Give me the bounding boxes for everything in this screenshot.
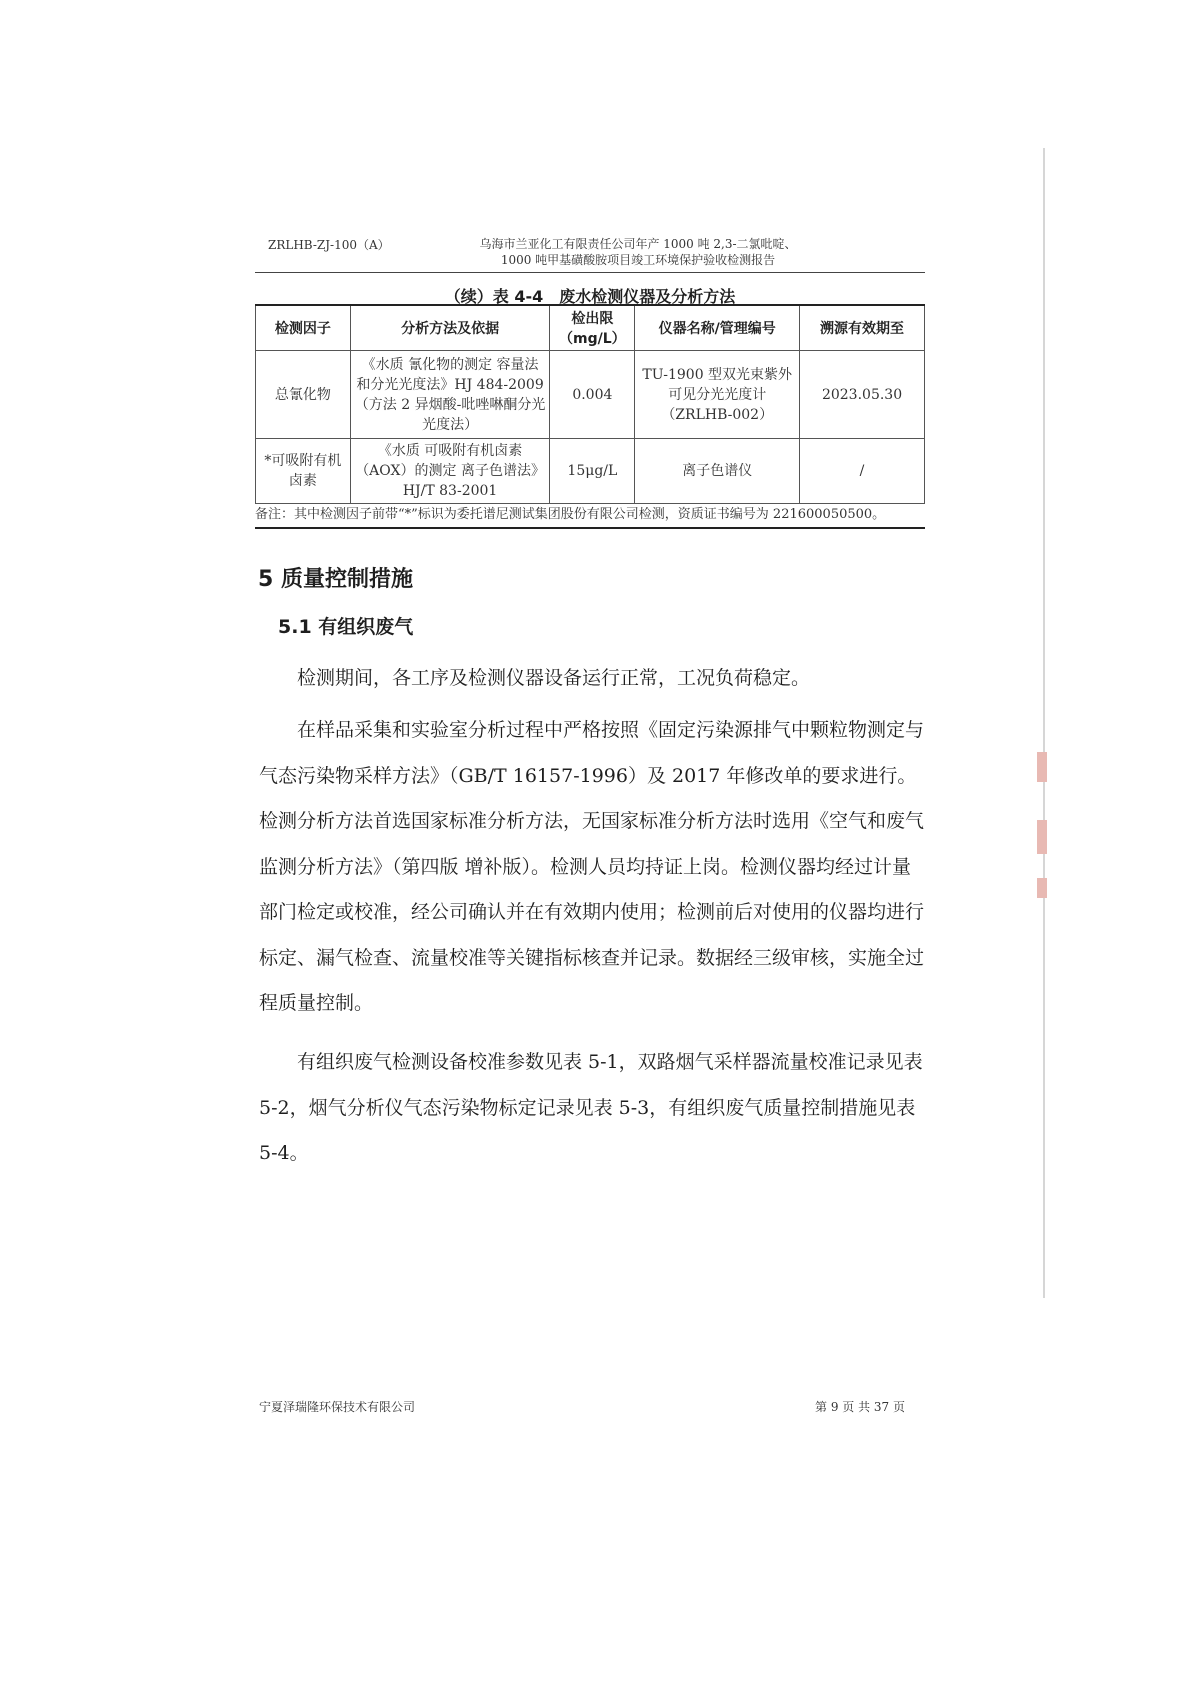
cell-limit: 0.004 [550,351,635,439]
cell-factor: *可吸附有机卤素 [256,439,351,504]
table-row [256,439,925,504]
cell-limit: 15μg/L [550,439,635,504]
stamp-fragment-2 [1037,820,1047,854]
col-header-instrument: 仪器名称/管理编号 [635,305,800,351]
doc-code: ZRLHB-ZJ-100（A） [268,238,390,252]
section-title: 5 质量控制措施 [258,567,413,592]
table-row [256,351,925,439]
footer-page-info: 第 9 页 共 37 页 [815,1400,905,1414]
table-header-row [256,305,925,351]
col-header-valid-until: 溯源有效期至 [800,305,925,351]
stamp-fragment-1 [1037,752,1047,782]
body-paragraph: 在样品采集和实验室分析过程中严格按照《固定污染源排气中颗粒物测定与气态污染物采样方法》（GB/T 16157-1996）及 2017 年修改单的要求进行。检测分析方法首选国家标准分析方法，无国家标准分析方法时选用《空气和废气监测分析方法》（第四版 增补版）。检测人员均持证上岗。检测仪器均经过计量部门检定或校准，经公司确认并在有效期内使用；检测前后对使用的仪器均进行标定、漏气检查、流量校准等关键指标核查并记录。数据经三级审核，实施全过程质量控制。 [259,719,925,1014]
header-title [458,236,818,268]
cell-instrument: 离子色谱仪 [635,439,800,504]
footer-company: 宁夏泽瑞隆环保技术有限公司 [259,1400,416,1414]
body-paragraph: 有组织废气检测设备校准参数见表 5-1，双路烟气采样器流量校准记录见表 5-2，烟气分析仪气态污染物标定记录见表 5-3，有组织废气质量控制措施见表 5-4。 [259,1051,923,1164]
col-header-limit: 检出限（mg/L） [550,305,635,351]
table-caption: （续）表 4-4 废水检测仪器及分析方法 [444,287,736,306]
cell-valid-until: 2023.05.30 [800,351,925,439]
cell-method: 《水质 氰化物的测定 容量法和分光光度法》HJ 484-2009（方法 2 异烟酸-吡唑啉酮分光光度法） [350,351,550,439]
header-title-line2: 1000 吨甲基磺酸胺项目竣工环境保护验收检测报告 [500,253,776,267]
body-paragraph: 检测期间，各工序及检测仪器设备运行正常，工况负荷稳定。 [297,667,811,689]
col-header-factor: 检测因子 [256,305,351,351]
cell-method: 《水质 可吸附有机卤素（AOX）的测定 离子色谱法》HJ/T 83-2001 [350,439,550,504]
cell-instrument: TU-1900 型双光束紫外可见分光光度计（ZRLHB-002） [635,351,800,439]
page-edge-shadow [1043,148,1045,1298]
stamp-fragment-3 [1037,878,1047,898]
cell-factor: 总氰化物 [256,351,351,439]
instrument-table [255,304,925,504]
page-header [268,236,926,274]
header-divider [255,272,925,273]
header-title-line1: 乌海市兰亚化工有限责任公司年产 1000 吨 2,3-二氯吡啶、 [479,237,797,251]
subsection-title: 5.1 有组织废气 [278,616,414,638]
col-header-method: 分析方法及依据 [350,305,550,351]
cell-valid-until: / [800,439,925,504]
table-note: 备注：其中检测因子前带“*”标识为委托谱尼测试集团股份有限公司检测，资质证书编号为 221600050500。 [255,505,925,529]
